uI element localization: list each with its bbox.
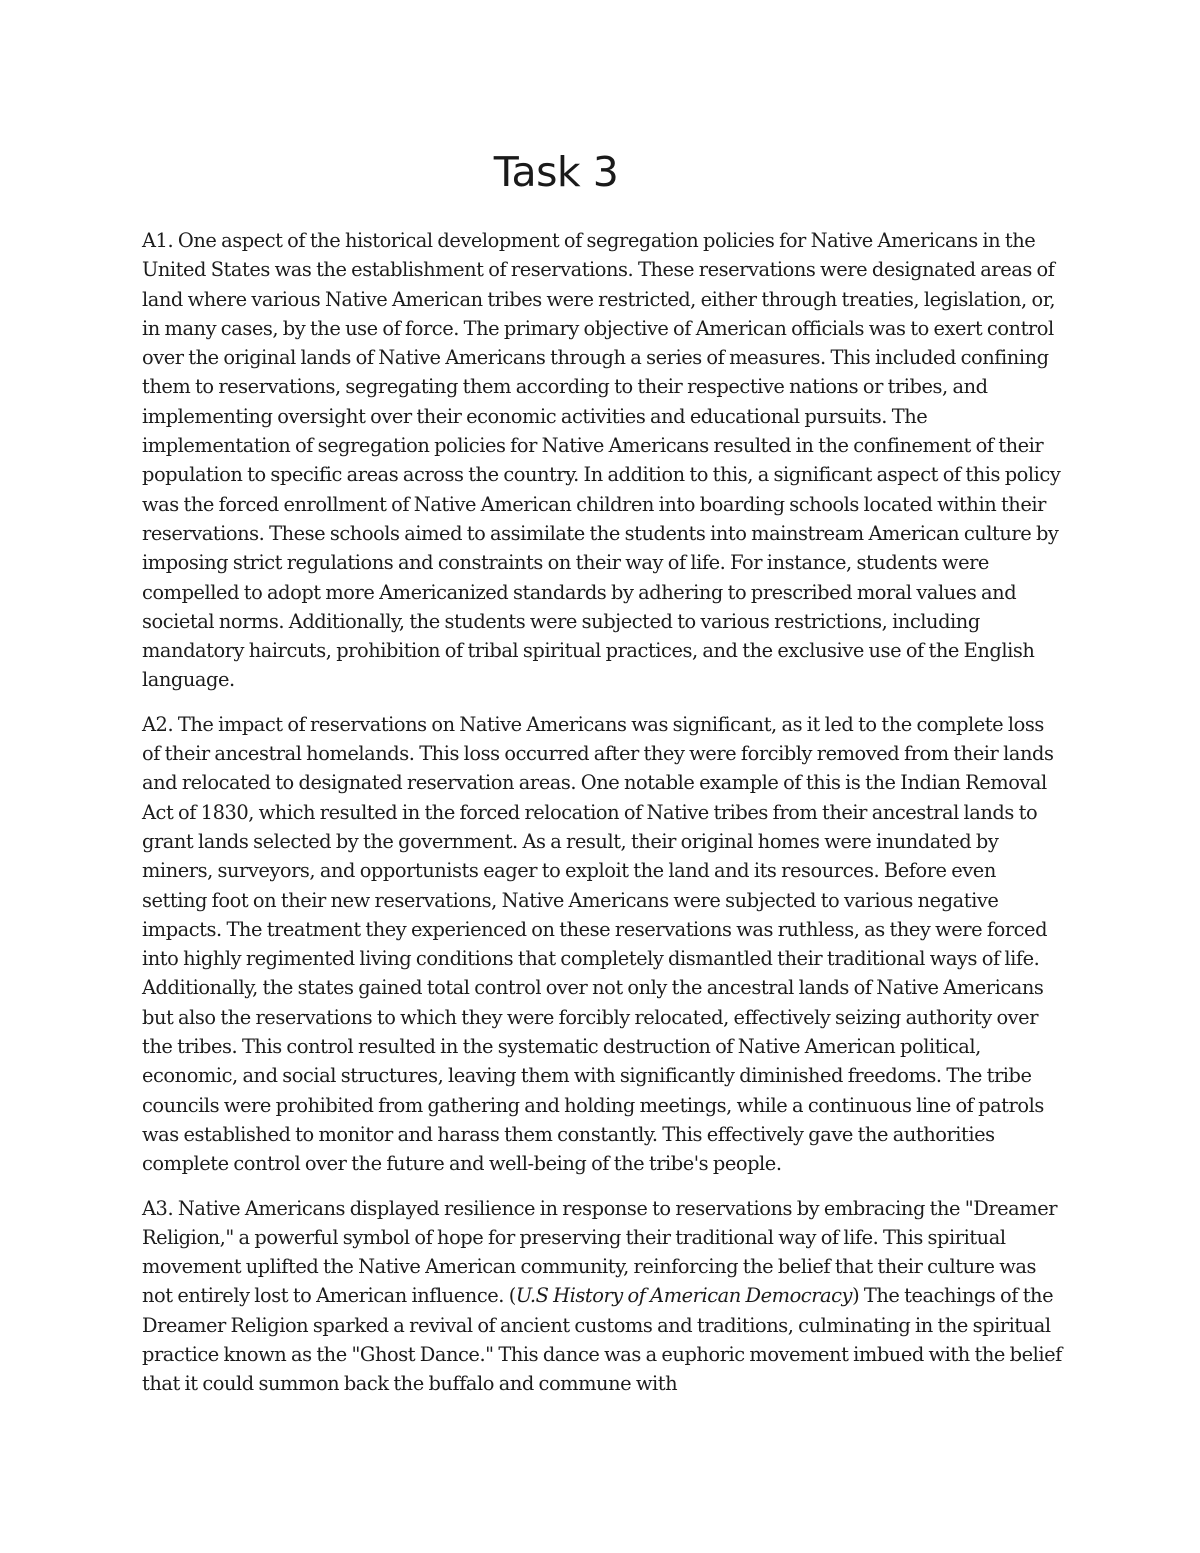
paragraph-a3-text-before: A3. Native Americans displayed resilience in response to reservations by embracing the "Dreamer Religion," a powerful symbol of hope for preserving their traditional way of life. This spiritual movement uplifted the Native American community, reinforcing the belief that their culture was not entirely lost to American influence. ( xyxy=(142,1196,1058,1308)
paragraph-a1: A1. One aspect of the historical development of segregation policies for Native Americans in the United States was the establishment of reservations. These reservations were designated areas of land where various Native American tribes were restricted, either through treaties, legislation, or, in many cases, by the use of force. The primary objective of American officials was to exert control over the original lands of Native Americans through a series of measures. This included confining them to reservations, segregating them according to their respective nations or tribes, and implementing oversight over their economic activities and educational pursuits. The implementation of segregation policies for Native Americans resulted in the confinement of their population to specific areas across the country. In addition to this, a significant aspect of this policy was the forced enrollment of Native American children into boarding schools located within their reservations. These schools aimed to assimilate the students into mainstream American culture by imposing strict regulations and constraints on their way of life. For instance, students were compelled to adopt more Americanized standards by adhering to prescribed moral values and societal norms. Additionally, the students were subjected to various restrictions, including mandatory haircuts, prohibition of tribal spiritual practices, and the exclusive use of the English language. xyxy=(142,229,1061,692)
paragraph-a3-text-after: ) The teachings of the Dreamer Religion sparked a revival of ancient customs and traditions, culminating in the spiritual practice known as the "Ghost Dance." This dance was a euphoric movement imbued with the belief that it could summon back the buffalo and commune with xyxy=(142,1284,1062,1396)
document-body xyxy=(142,226,1062,1399)
document-title: Task 3 xyxy=(493,148,619,196)
paragraph-a2: A2. The impact of reservations on Native Americans was significant, as it led to the complete loss of their ancestral homelands. This loss occurred after they were forcibly removed from their lands and relocated to designated reservation areas. One notable example of this is the Indian Removal Act of 1830, which resulted in the forced relocation of Native tribes from their ancestral lands to grant lands selected by the government. As a result, their original homes were inundated by miners, surveyors, and opportunists eager to exploit the land and its resources. Before even setting foot on their new reservations, Native Americans were subjected to various negative impacts. The treatment they experienced on these reservations was ruthless, as they were forced into highly regimented living conditions that completely dismantled their traditional ways of life. Additionally, the states gained total control over not only the ancestral lands of Native Americans but also the reservations to which they were forcibly relocated, effectively seizing authority over the tribes. This control resulted in the systematic destruction of Native American political, economic, and social structures, leaving them with significantly diminished freedoms. The tribe councils were prohibited from gathering and holding meetings, while a continuous line of patrols was established to monitor and harass them constantly. This effectively gave the authorities complete control over the future and well-being of the tribe's people. xyxy=(142,712,1054,1176)
paragraph-a3 xyxy=(142,1194,1062,1399)
citation-source: U.S History of American Democracy xyxy=(515,1284,853,1308)
